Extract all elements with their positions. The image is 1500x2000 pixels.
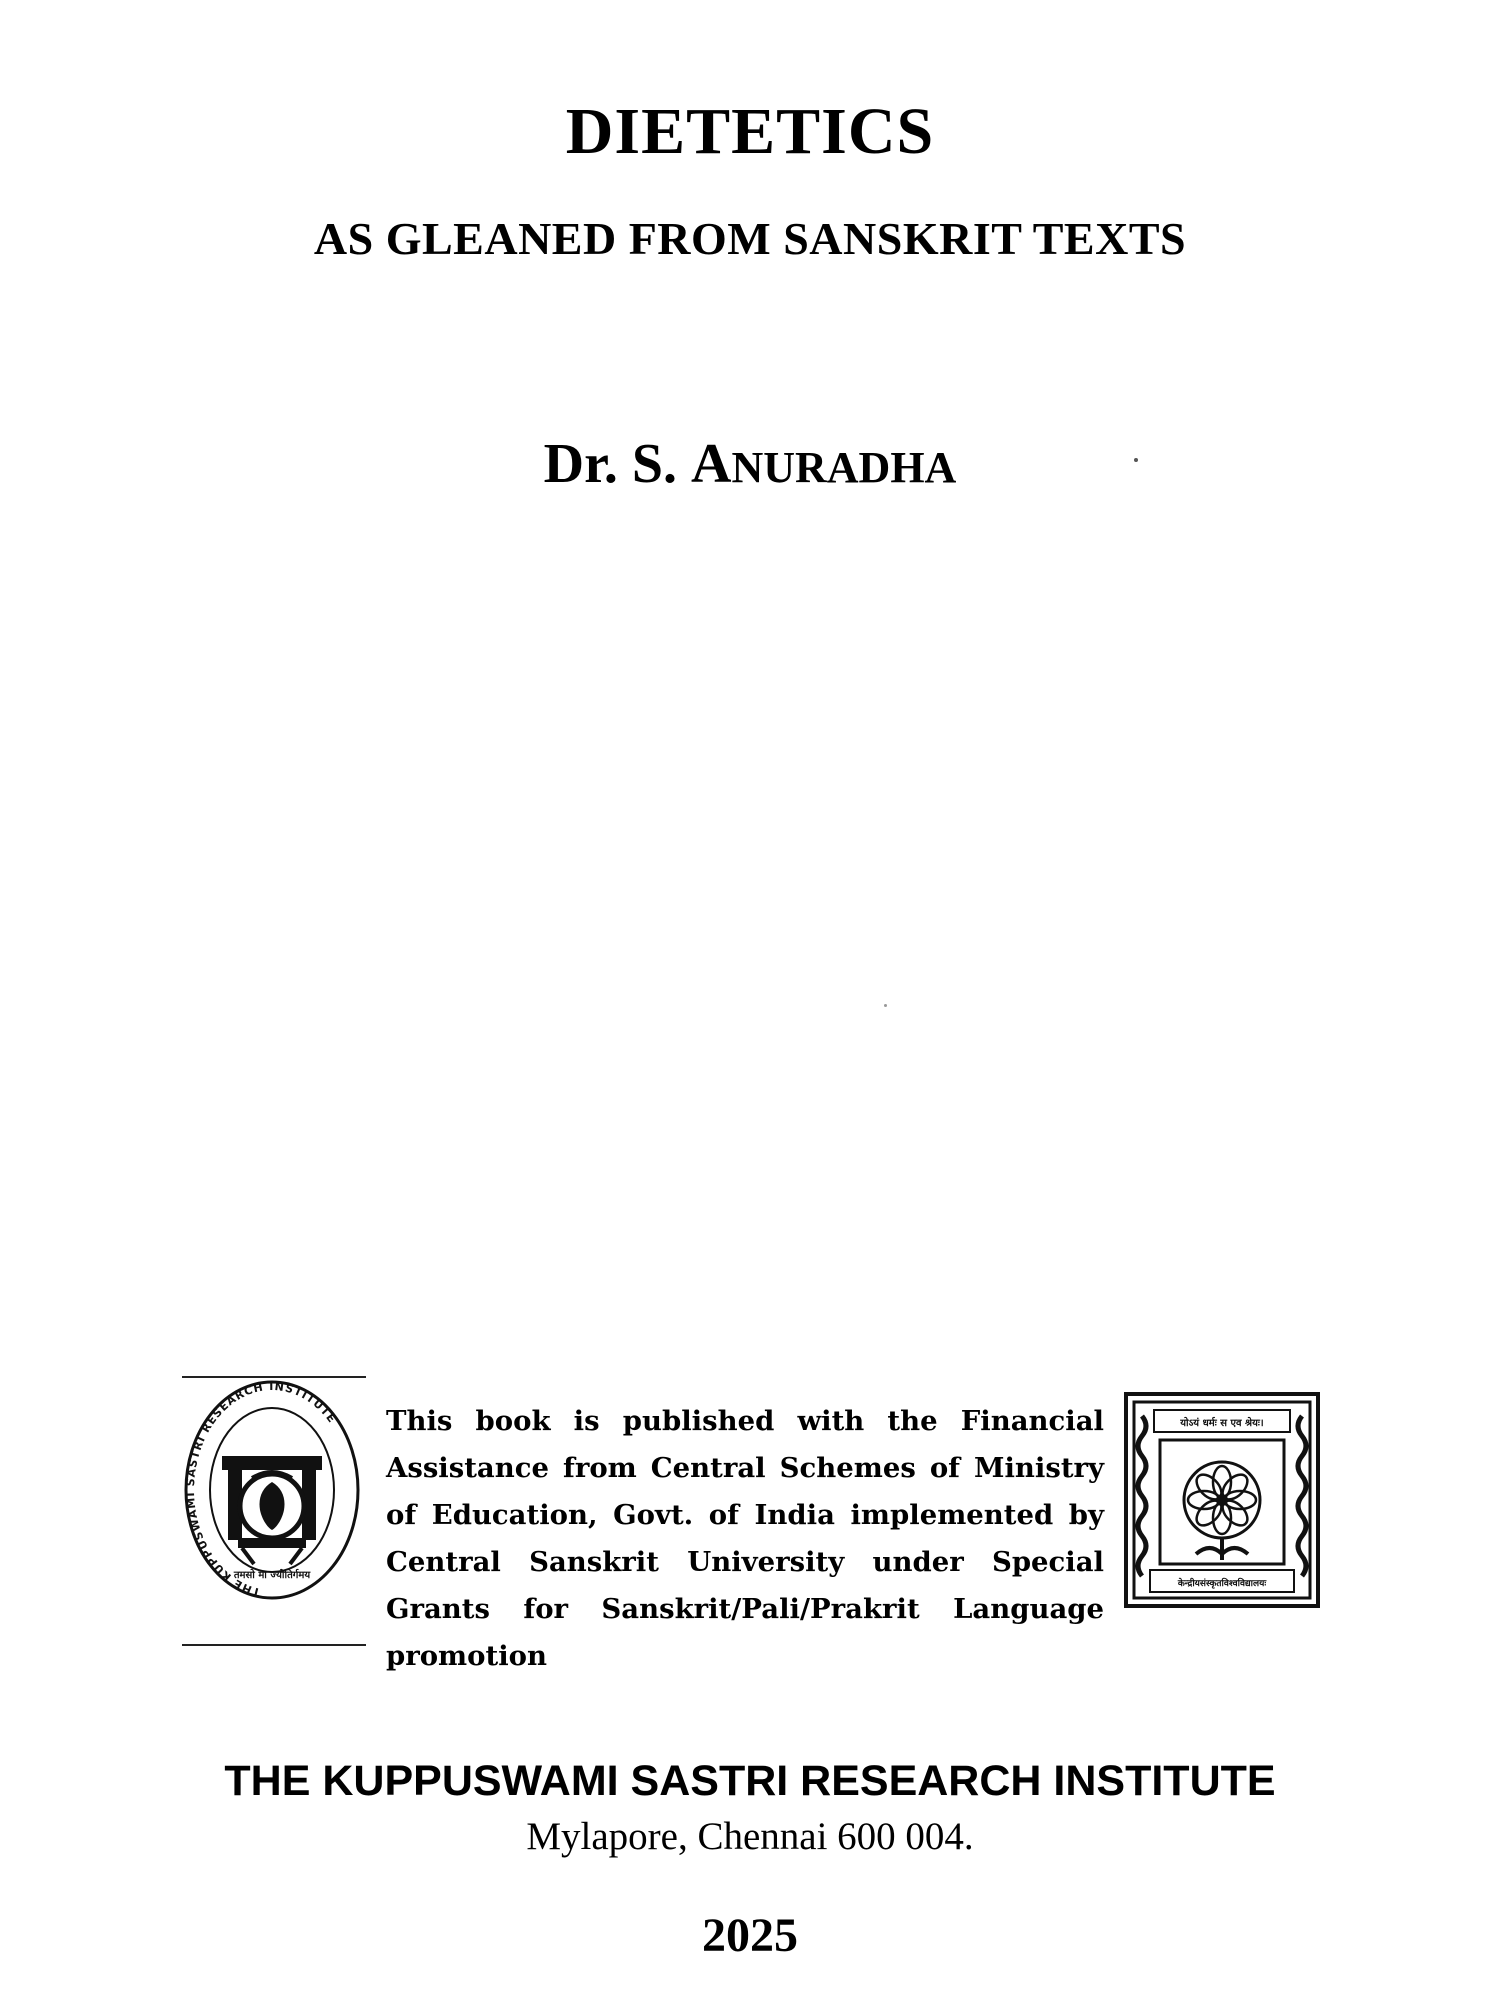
author-initial: A — [690, 433, 732, 495]
publisher-name: THE KUPPUSWAMI SASTRI RESEARCH INSTITUTE — [224, 1757, 1276, 1805]
author-name — [0, 432, 1500, 500]
university-emblem-icon — [1124, 1392, 1320, 1608]
author-surname-rest: NURADHA — [731, 443, 957, 492]
author-prefix: Dr. S. — [543, 433, 677, 495]
scan-speck — [884, 1004, 887, 1007]
publication-year: 2025 — [702, 1909, 798, 1962]
seal-bottom-rule — [182, 1644, 366, 1646]
seal-ring-text: THE KUPPUSWAMI SASTRI RESEARCH INSTITUTE — [184, 1379, 339, 1599]
scan-speck — [1134, 458, 1138, 462]
book-title: DIETETICS — [565, 95, 935, 168]
seal-motto: तमसो मा ज्योतिर्गमय — [233, 1570, 311, 1581]
institute-seal-icon — [182, 1378, 362, 1638]
grant-statement: This book is published with the Financial Assistance from Central Schemes of Ministry of Education, Govt. of India implemented by Central Sanskrit University under Special Grants for Sanskrit/Pali/Prakrit Language promotion — [386, 1405, 1104, 1672]
book-subtitle: AS GLEANED FROM SANSKRIT TEXTS — [313, 213, 1187, 264]
emblem-top-text: योऽयं धर्मः स एव श्रेयः। — [1180, 1418, 1264, 1429]
publisher-address: Mylapore, Chennai 600 004. — [526, 1815, 974, 1858]
emblem-bottom-text: केन्द्रीयसंस्कृतविश्वविद्यालयः — [1177, 1579, 1267, 1589]
